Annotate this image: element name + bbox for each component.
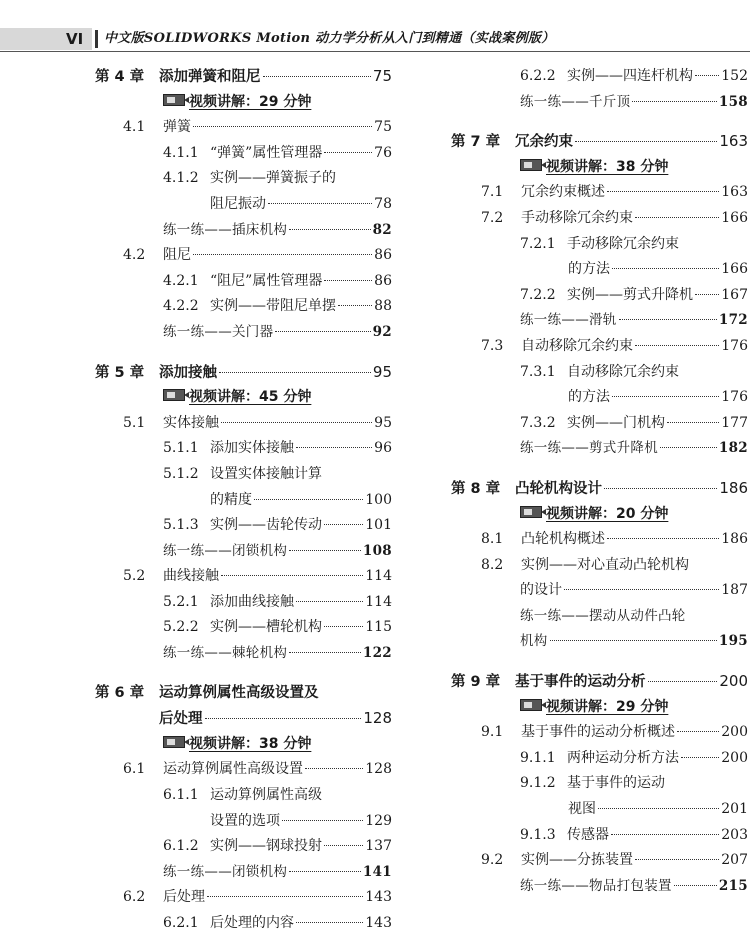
dot-leader [604,488,717,489]
toc-subsection[interactable] [95,294,392,320]
dot-leader [296,601,363,602]
dot-leader [598,808,719,809]
dot-leader [635,345,719,346]
video-lecture-line [451,695,748,721]
toc-chapter[interactable] [451,476,748,502]
dot-leader [667,422,719,423]
entry-number: 第 9 章 [451,674,501,691]
entry-number: 6.1.1 [163,787,199,804]
entry-number: 9.1.2 [520,775,556,792]
dot-leader [207,896,363,897]
toc-section[interactable] [95,564,392,590]
toc-left-column [95,64,392,937]
entry-title: 设置的选项 [210,812,280,829]
video-lecture-label: 视频讲解：38 分钟 [546,158,669,175]
video-camera-icon [163,736,185,748]
toc-subsection[interactable] [95,269,392,295]
entry-title: 运动算例属性高级 [210,787,322,804]
toc-section[interactable] [95,115,392,141]
page-number-ref: 122 [362,645,392,662]
toc-practice[interactable] [451,874,748,900]
entry-title: 基于事件的运动 [567,775,665,792]
entry-title: 练一练——剪式升降机 [520,440,658,457]
toc-section[interactable] [95,411,392,437]
toc-section[interactable] [451,206,748,232]
toc-practice[interactable] [451,90,748,116]
dot-leader [632,101,717,102]
dot-leader [289,871,361,872]
entry-title: 机构 [520,633,548,650]
entry-number: 第 5 章 [95,364,145,381]
section-gap [95,346,392,360]
entry-number: 7.2.1 [520,235,556,252]
page-number-ref: 86 [374,272,392,289]
entry-number: 4.2.1 [163,272,199,289]
toc-practice[interactable] [95,641,392,667]
toc-subsection[interactable] [451,232,748,258]
entry-title: 后处理的内容 [210,915,294,931]
toc-section[interactable] [451,334,748,360]
entry-title: 冗余约束 [515,134,573,151]
entry-title: 练一练——关门器 [163,323,274,340]
entry-number: 6.2.1 [163,915,199,931]
entry-number: 4.1.1 [163,144,199,161]
toc-subsection-continuation[interactable] [451,797,748,823]
page-number-ref: 95 [372,362,392,381]
entry-number: 9.2 [481,852,504,869]
dot-leader [677,731,719,732]
toc-subsection[interactable] [451,64,748,90]
page-number-ref: 108 [362,542,392,559]
entry-title: 实例——槽轮机构 [210,619,322,636]
entry-title: “阻尼”属性管理器 [210,272,323,289]
page-number-ref: 215 [718,877,748,894]
dot-leader [695,75,719,76]
entry-title: 实例——对心直动凸轮机构 [521,556,689,573]
page-number-ref: 114 [365,593,392,610]
dot-leader [635,859,719,860]
toc-subsection[interactable] [95,911,392,937]
entry-number: 5.1.1 [163,440,199,457]
page-number-ref: 176 [721,337,748,354]
entry-number: 6.2 [123,889,146,906]
entry-number: 9.1.1 [520,749,556,766]
toc-chapter[interactable] [95,681,392,707]
video-lecture-label: 视频讲解：29 分钟 [189,93,312,110]
page-number-ref: 78 [374,195,392,212]
entry-title: 实例——分拣装置 [521,852,633,869]
dot-leader [619,319,717,320]
page-number-ref: 167 [721,286,748,303]
dot-leader [289,229,370,230]
page-number-ref: 129 [365,812,392,829]
entry-title: 两种运动分析方法 [567,749,679,766]
dot-leader [263,76,371,77]
page-number-ref: 75 [374,119,392,136]
entry-number: 7.2 [481,209,504,226]
page-number-ref: 163 [719,132,748,151]
toc-subsection[interactable] [95,590,392,616]
entry-number: 第 4 章 [95,69,145,85]
entry-number: 5.2 [123,568,146,585]
page-number-ref: 128 [363,709,392,728]
dot-leader [550,640,717,641]
entry-number: 7.3.1 [520,363,556,380]
entry-title: 添加弹簧和阻尼 [159,69,261,85]
entry-title: 实例——弹簧振子的 [210,170,336,187]
entry-title: 的精度 [210,491,252,508]
entry-number: 4.1 [123,119,146,136]
toc-subsection[interactable] [95,783,392,809]
video-lecture-label: 视频讲解：45 分钟 [189,389,312,406]
video-camera-icon [163,389,185,401]
page-number-ref: 200 [721,724,748,741]
toc-subsection[interactable] [451,746,748,772]
page-number-ref: 96 [374,440,392,457]
dot-leader [324,845,363,846]
toc-chapter[interactable] [451,669,748,695]
entry-number: 6.1 [123,761,146,778]
entry-number: 5.2.2 [163,619,199,636]
toc-section-continuation[interactable] [451,578,748,604]
entry-title: 练一练——千斤顶 [520,93,631,110]
page-number-ref: 128 [365,761,392,778]
video-lecture-line [95,385,392,411]
entry-number: 9.1 [481,724,504,741]
dot-leader [611,834,719,835]
page-number-ref: 100 [365,491,392,508]
page-number-ref: 200 [719,672,748,691]
dot-leader [282,820,363,821]
page-number-ref: 86 [374,247,392,264]
entry-number: 5.1 [123,414,146,431]
entry-title: 实例——门机构 [567,414,665,431]
entry-title: 设置实体接触计算 [210,465,322,482]
page-number-ref: 201 [721,801,748,818]
entry-title: 实例——钢球投射 [210,838,322,855]
toc-practice[interactable] [95,860,392,886]
page-number-ref: 95 [374,414,392,431]
dot-leader [695,294,719,295]
entry-title: 实例——齿轮传动 [210,517,322,534]
toc-subsection[interactable] [451,283,748,309]
toc-practice[interactable] [451,308,748,334]
toc-subsection[interactable] [95,166,392,192]
entry-title: 运动算例属性高级设置 [163,761,303,778]
toc-practice[interactable] [95,218,392,244]
dot-leader [193,126,372,127]
page-number-ref: 92 [372,323,392,340]
dot-leader [612,268,719,269]
page-number-ref: 163 [721,184,748,201]
dot-leader [221,575,363,576]
entry-number: 5.1.3 [163,517,199,534]
toc-chapter[interactable] [95,64,392,90]
toc-subsection[interactable] [95,834,392,860]
page-number-ref: 152 [721,68,748,84]
video-camera-icon [520,506,542,518]
entry-title: 练一练——闭锁机构 [163,863,288,880]
entry-title: 凸轮机构概述 [521,531,605,548]
toc-practice[interactable] [451,604,748,630]
entry-title: 弹簧 [163,119,191,136]
toc-practice[interactable] [95,320,392,346]
page-number-ref: 143 [365,889,392,906]
entry-title: 练一练——摆动从动件凸轮 [520,607,686,624]
toc-subsection[interactable] [95,462,392,488]
entry-title: 后处理 [163,889,205,906]
entry-number: 4.2.2 [163,298,199,315]
entry-title: 添加接触 [159,364,217,381]
toc-subsection[interactable] [95,513,392,539]
toc-subsection-continuation[interactable] [451,385,748,411]
entry-number: 第 6 章 [95,684,145,701]
dot-leader [193,254,372,255]
page-number-ref: 176 [721,389,748,406]
page-number-ref: 143 [365,915,392,931]
dot-leader [305,768,363,769]
dot-leader [324,626,363,627]
toc-chapter[interactable] [95,360,392,386]
page-number-ref: 186 [719,478,748,497]
dot-leader [575,141,717,142]
page-number-ref: 114 [365,568,392,585]
entry-title: 的设计 [520,582,562,599]
entry-title: 实例——剪式升降机 [567,286,693,303]
dot-leader [324,280,372,281]
section-gap [451,655,748,669]
dot-leader [275,331,370,332]
entry-title: 练一练——闭锁机构 [163,542,288,559]
dot-leader [660,447,717,448]
page-number-ref: 166 [721,261,748,278]
dot-leader [635,217,719,218]
toc-section[interactable] [95,757,392,783]
dot-leader [338,305,372,306]
video-lecture-line [95,90,392,116]
entry-title: 添加实体接触 [210,440,294,457]
toc-subsection[interactable] [95,615,392,641]
video-lecture-label: 视频讲解：20 分钟 [546,505,669,522]
entry-number: 第 7 章 [451,134,501,151]
dot-leader [612,396,719,397]
page-number-ref: 195 [718,633,748,650]
entry-number: 第 8 章 [451,480,501,497]
entry-number: 8.2 [481,556,504,573]
entry-title: 曲线接触 [163,568,219,585]
dot-leader [648,681,718,682]
toc-section[interactable] [451,527,748,553]
dot-leader [289,652,361,653]
dot-leader [296,922,363,923]
entry-title: 练一练——滑轨 [520,312,617,329]
toc-practice[interactable] [95,539,392,565]
toc-subsection-continuation[interactable] [95,488,392,514]
dot-leader [289,550,361,551]
toc-subsection-continuation[interactable] [451,257,748,283]
page-number-ref: 203 [721,826,748,843]
toc-section[interactable] [95,243,392,269]
toc-subsection[interactable] [95,436,392,462]
section-gap [451,462,748,476]
dot-leader [324,524,363,525]
page-number-ref: 166 [721,209,748,226]
entry-title: 添加曲线接触 [210,593,294,610]
dot-leader [607,191,719,192]
video-lecture-line [451,502,748,528]
toc-subsection[interactable] [95,141,392,167]
entry-number: 4.2 [123,247,146,264]
entry-number: 7.2.2 [520,286,556,303]
dot-leader [254,499,363,500]
entry-title: “弹簧”属性管理器 [210,144,323,161]
entry-number: 7.3.2 [520,414,556,431]
page-number-ref: 177 [721,414,748,431]
toc-practice-continuation[interactable] [451,629,748,655]
entry-title: 凸轮机构设计 [515,480,602,497]
dot-leader [205,718,362,719]
entry-title: 的方法 [568,389,610,406]
toc-subsection[interactable] [451,823,748,849]
entry-number: 7.1 [481,184,504,201]
page-number-ref: 141 [362,863,392,880]
page-number-ref: 207 [721,852,748,869]
entry-number: 8.1 [481,531,504,548]
dot-leader [564,589,719,590]
entry-title: 手动移除冗余约束 [521,209,633,226]
entry-title: 视图 [568,801,596,818]
dot-leader [219,372,371,373]
page-number-ref: 187 [721,582,748,599]
video-camera-icon [163,94,185,106]
entry-title: 传感器 [567,826,609,843]
toc-section[interactable] [451,180,748,206]
page-number-ref: 101 [365,517,392,534]
entry-title: 实体接触 [163,414,219,431]
entry-title: 实例——四连杆机构 [567,68,693,84]
toc-section[interactable] [451,720,748,746]
header-separator [95,30,98,48]
entry-title: 冗余约束概述 [521,184,605,201]
page-number: VI [0,28,92,50]
entry-title: 基于事件的运动分析 [515,674,646,691]
video-camera-icon [520,699,542,711]
page-number-ref: 200 [721,749,748,766]
section-gap [95,667,392,681]
page-number-ref: 75 [372,67,392,85]
video-lecture-label: 视频讲解：38 分钟 [189,735,312,752]
video-lecture-line [451,155,748,181]
toc-section[interactable] [451,848,748,874]
dot-leader [296,447,372,448]
toc-chapter-continuation[interactable] [95,706,392,732]
entry-title: 阻尼振动 [210,195,266,212]
entry-title: 练一练——棘轮机构 [163,645,288,662]
dot-leader [674,885,717,886]
page-number-ref: 115 [365,619,392,636]
entry-title: 的方法 [568,261,610,278]
toc-subsection[interactable] [451,771,748,797]
page-number-ref: 182 [718,440,748,457]
entry-number: 9.1.3 [520,826,556,843]
entry-title: 阻尼 [163,247,191,264]
entry-number: 5.2.1 [163,593,199,610]
entry-title: 运动算例属性高级设置及 [159,684,319,701]
entry-title: 后处理 [159,711,203,728]
entry-title: 自动移除冗余约束 [521,337,633,354]
dot-leader [268,203,372,204]
page-number-ref: 137 [365,838,392,855]
entry-title: 自动移除冗余约束 [567,363,679,380]
entry-title: 练一练——插床机构 [163,221,288,238]
dot-leader [324,152,372,153]
page-number-ref: 158 [718,93,748,110]
entry-title: 基于事件的运动分析概述 [521,724,675,741]
toc-subsection-continuation[interactable] [95,809,392,835]
video-lecture-line [95,732,392,758]
entry-title: 练一练——物品打包装置 [520,877,672,894]
toc-section[interactable] [95,885,392,911]
page-number-ref: 76 [374,144,392,161]
entry-number: 4.1.2 [163,170,199,187]
dot-leader [607,538,719,539]
video-camera-icon [520,159,542,171]
toc-subsection[interactable] [451,360,748,386]
dot-leader [221,422,372,423]
entry-number: 7.3 [481,337,504,354]
running-title: 中文版SOLIDWORKS Motion 动力学分析从入门到精通（实战案例版） [104,31,555,46]
entry-number: 6.2.2 [520,68,556,84]
toc-subsection-continuation[interactable] [95,192,392,218]
toc-subsection[interactable] [451,411,748,437]
header-rule [0,51,750,52]
entry-title: 实例——带阻尼单摆 [210,298,336,315]
page-number-ref: 82 [372,221,392,238]
section-gap [451,115,748,129]
entry-number: 6.1.2 [163,838,199,855]
page-number-ref: 88 [374,298,392,315]
entry-title: 手动移除冗余约束 [567,235,679,252]
video-lecture-label: 视频讲解：29 分钟 [546,698,669,715]
toc-section[interactable] [451,553,748,579]
toc-right-column [451,64,748,899]
toc-chapter[interactable] [451,129,748,155]
entry-number: 5.1.2 [163,465,199,482]
page-number-ref: 186 [721,531,748,548]
dot-leader [681,757,719,758]
page-number-ref: 172 [718,312,748,329]
toc-practice[interactable] [451,436,748,462]
